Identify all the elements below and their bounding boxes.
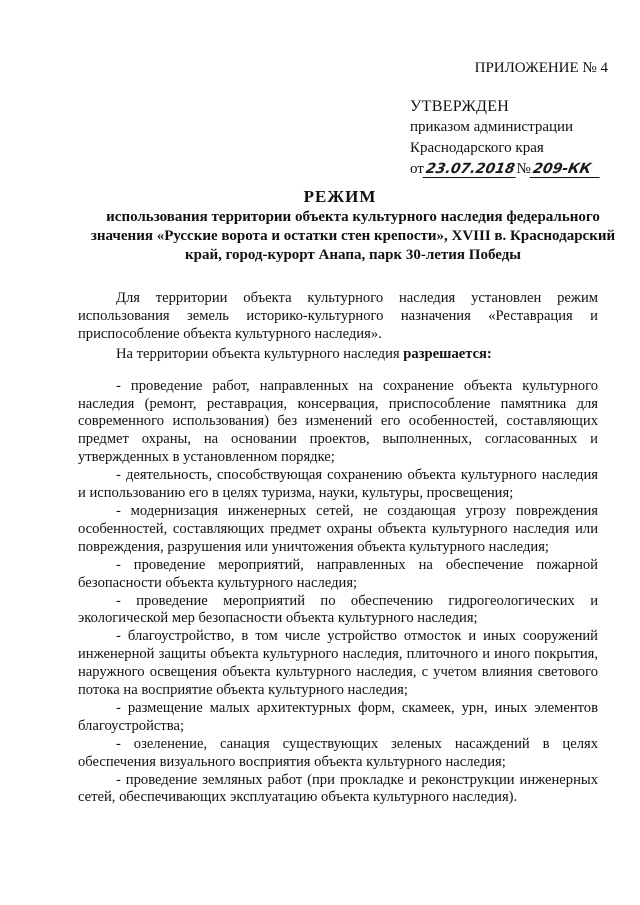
number-sign: № [516,161,531,177]
list-item: - деятельность, способствующая сохранению объекта культурного наследия и использованию его в целях туризма, науки, культуры, просвещения; [78,467,598,502]
intro-paragraph: Для территории объекта культурного наследия установлен режим использования земель историко-культурного назначения «Реставрация и приспособление объекта культурного наследия». [78,290,598,342]
order-date-line [410,159,601,180]
order-line-1: приказом администрации [410,119,574,135]
list-item: - размещение малых архитектурных форм, скамеек, урн, иных элементов благоустройства; [78,699,598,734]
allowed-prefix: На территории объекта культурного наследия [116,345,404,362]
list-item: - озеленение, санация существующих зеленых насаждений в целях обеспечения визуального восприятия объекта культурного наследия; [78,735,598,770]
document-subtitle: использования территории объекта культурного наследия федерального значения «Русские ворота и остатки стен крепости», XVIII в. Краснодарский край, город-курорт Анапа, парк 30-летия Победы [90,209,616,263]
allowed-bold: разрешается: [403,345,492,362]
list-item: - проведение мероприятий по обеспечению гидрогеологических и экологической мер безопасности объекта культурного наследия; [78,592,598,627]
list-item: - проведение работ, направленных на сохранение объекта культурного наследия (ремонт, реставрация, консервация, приспособление памятника для современного использования) без изменений его особенностей, составляющих предмет охраны, на основании проектов, выполненных, согласованных и утвержденных в установленном порядке; [78,377,598,466]
list-item: - благоустройство, в том числе устройство отмосток и иных сооружений инженерной защиты объекта культурного наследия, плиточного и иного покрытия, наружного освещения объекта культурного наследия, с учетом влияния светового потока на восприятие объекта культурного наследия; [78,628,598,699]
document-body [78,290,598,807]
list-item: - проведение мероприятий, направленных на обеспечение пожарной безопасности объекта культурного наследия; [78,556,598,591]
list-item: - проведение земляных работ (при прокладке и реконструкции инженерных сетей, обеспечивающих эксплуатацию объекта культурного наследия). [78,771,598,806]
date-prefix: от [410,161,424,177]
handwritten-date: 23.07.2018 [422,161,518,178]
handwritten-number: 209-КК [529,161,602,178]
order-line-2: Краснодарского края [410,140,544,156]
annex-number: ПРИЛОЖЕНИЕ № 4 [474,60,608,76]
approved-label: УТВЕРЖДЕН [410,98,510,115]
document-title: РЕЖИМ [303,187,377,206]
approval-block [410,96,601,180]
allowed-paragraph [78,346,598,364]
list-item: - модернизация инженерных сетей, не создающая угрозу повреждения особенностей, составляющих предмет охраны объекта культурного наследия или повреждения, разрушения или уничтожения объекта культурного наследия; [78,502,598,555]
